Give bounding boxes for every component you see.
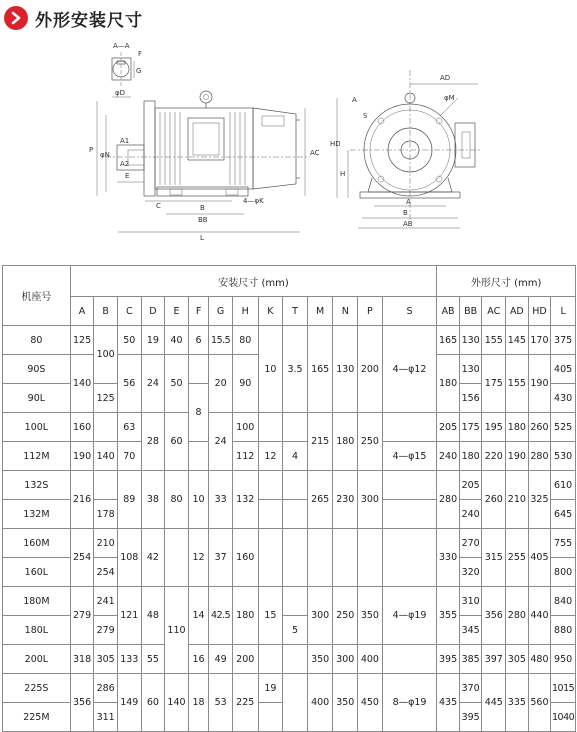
table-cell: 300 <box>333 645 358 674</box>
table-cell: 279 <box>94 616 118 645</box>
table-cell: 180 <box>459 442 482 471</box>
table-cell: 305 <box>506 645 529 674</box>
table-cell: 280 <box>437 471 460 529</box>
table-cell: 42.5 <box>209 587 233 645</box>
table-cell: 19 <box>258 674 283 703</box>
table-cell: 4 <box>283 442 308 471</box>
table-cell: 397 <box>482 645 506 674</box>
table-cell: 10 <box>258 326 283 413</box>
table-cell: 370 <box>459 674 482 703</box>
table-cell: 430 <box>551 384 576 413</box>
col-header: M <box>307 297 333 326</box>
svg-text:φM: φM <box>444 94 455 102</box>
table-cell: 435 <box>437 674 460 732</box>
table-cell: 170 <box>528 326 551 355</box>
table-cell: 38 <box>141 471 165 529</box>
table-cell <box>382 529 437 587</box>
table-cell: 24 <box>209 413 233 471</box>
table-cell: 310 <box>459 587 482 616</box>
table-cell: 100 <box>232 413 258 442</box>
table-cell <box>258 471 283 500</box>
table-cell <box>283 529 308 587</box>
table-cell: 200 <box>232 645 258 674</box>
dimension-table <box>2 265 576 732</box>
frame-cell: 132S <box>3 471 71 500</box>
svg-text:A: A <box>352 96 357 104</box>
table-cell: 645 <box>551 500 576 529</box>
table-cell: 250 <box>333 587 358 645</box>
table-cell: 108 <box>117 529 141 587</box>
table-cell: 48 <box>141 587 165 645</box>
svg-text:B: B <box>200 204 205 212</box>
table-cell: 195 <box>482 413 506 442</box>
svg-text:B: B <box>403 209 408 217</box>
table-cell: 175 <box>482 355 506 413</box>
table-cell: 8—φ19 <box>382 674 437 732</box>
table-cell: 140 <box>94 442 118 471</box>
table-cell: 130 <box>459 355 482 384</box>
col-header: E <box>165 297 189 326</box>
table-cell: 800 <box>551 558 576 587</box>
table-cell: 90 <box>232 355 258 413</box>
table-cell: 28 <box>141 413 165 471</box>
svg-text:L: L <box>200 234 204 242</box>
install-group-header: 安装尺寸 (mm) <box>70 266 437 297</box>
table-cell: 165 <box>437 326 460 355</box>
table-cell <box>258 500 283 529</box>
table-cell: 140 <box>70 355 94 413</box>
svg-text:S: S <box>363 112 368 120</box>
table-cell: 270 <box>459 529 482 558</box>
table-cell: 175 <box>459 413 482 442</box>
table-cell: 50 <box>165 355 189 413</box>
table-cell: 14 <box>188 587 209 645</box>
frame-cell: 132M <box>3 500 71 529</box>
table-cell: 560 <box>528 674 551 732</box>
col-header: AB <box>437 297 460 326</box>
table-cell: 53 <box>209 674 233 732</box>
table-cell: 15.5 <box>209 326 233 355</box>
table-cell: 60 <box>165 413 189 471</box>
table-cell: 385 <box>459 645 482 674</box>
col-header: HD <box>528 297 551 326</box>
table-cell <box>188 355 209 384</box>
col-header: D <box>141 297 165 326</box>
svg-text:P: P <box>89 146 94 154</box>
table-cell: 335 <box>506 674 529 732</box>
table-cell: 140 <box>165 674 189 732</box>
table-cell: 205 <box>459 471 482 500</box>
col-header: A <box>70 297 94 326</box>
table-cell <box>188 442 209 471</box>
frame-cell: 160M <box>3 529 71 558</box>
table-cell: 180 <box>437 355 460 413</box>
table-cell <box>258 413 283 442</box>
table-cell: 300 <box>358 471 383 529</box>
table-cell: 400 <box>307 674 333 732</box>
table-cell: 480 <box>528 645 551 674</box>
svg-text:C: C <box>156 202 161 210</box>
svg-text:φN: φN <box>100 151 110 159</box>
table-cell: 240 <box>459 500 482 529</box>
table-cell: 145 <box>506 326 529 355</box>
svg-text:AC: AC <box>310 149 320 157</box>
table-cell: 180 <box>232 587 258 645</box>
col-header: T <box>283 297 308 326</box>
table-cell: 254 <box>94 558 118 587</box>
table-cell: 132 <box>232 471 258 529</box>
frame-cell: 100L <box>3 413 71 442</box>
table-cell: 156 <box>459 384 482 413</box>
table-cell: 265 <box>307 471 333 529</box>
table-cell: 80 <box>165 471 189 529</box>
table-cell: 1040 <box>551 703 576 732</box>
table-cell: 130 <box>333 326 358 413</box>
svg-text:A—A: A—A <box>113 42 130 50</box>
table-cell: 450 <box>358 674 383 732</box>
table-cell: 405 <box>551 355 576 384</box>
col-header: P <box>358 297 383 326</box>
table-row <box>3 587 576 616</box>
table-cell: 19 <box>141 326 165 355</box>
table-cell: 395 <box>459 703 482 732</box>
table-cell: 610 <box>551 471 576 500</box>
table-cell: 286 <box>94 674 118 703</box>
frame-cell: 200L <box>3 645 71 674</box>
table-cell: 254 <box>70 529 94 587</box>
table-cell: 325 <box>528 471 551 529</box>
table-cell: 205 <box>437 413 460 442</box>
table-cell: 230 <box>333 471 358 529</box>
table-row <box>3 645 576 674</box>
table-cell: 160 <box>232 529 258 587</box>
table-cell: 1015 <box>551 674 576 703</box>
table-cell: 525 <box>551 413 576 442</box>
table-cell: 241 <box>94 587 118 616</box>
col-header: N <box>333 297 358 326</box>
table-cell <box>382 413 437 442</box>
table-cell: 4—φ15 <box>382 442 437 471</box>
table-cell: 405 <box>528 529 551 587</box>
table-cell: 100 <box>94 326 118 384</box>
table-cell: 375 <box>551 326 576 355</box>
table-cell: 240 <box>437 442 460 471</box>
table-cell: 50 <box>117 326 141 355</box>
front-view <box>330 70 480 228</box>
table-cell: 280 <box>528 442 551 471</box>
col-header: BB <box>459 297 482 326</box>
table-cell: 190 <box>528 355 551 413</box>
frame-cell: 180M <box>3 587 71 616</box>
table-cell: 160 <box>70 413 94 442</box>
col-header: H <box>232 297 258 326</box>
table-cell: 280 <box>506 587 529 645</box>
table-row <box>3 442 576 471</box>
table-cell: 345 <box>459 616 482 645</box>
table-cell: 16 <box>188 645 209 674</box>
table-cell: 220 <box>482 442 506 471</box>
table-cell: 49 <box>209 645 233 674</box>
table-cell: 89 <box>117 471 141 529</box>
table-cell <box>283 471 308 500</box>
table-cell: 4—φ12 <box>382 326 437 413</box>
table-cell: 400 <box>358 645 383 674</box>
svg-text:A1: A1 <box>120 137 130 145</box>
table-cell: 56 <box>117 355 141 413</box>
table-cell <box>283 413 308 442</box>
col-header: L <box>551 297 576 326</box>
table-cell <box>307 529 333 587</box>
table-cell: 440 <box>528 587 551 645</box>
table-cell: 33 <box>209 471 233 529</box>
table-cell <box>382 500 437 529</box>
col-header: AD <box>506 297 529 326</box>
table-row <box>3 674 576 703</box>
table-cell: 318 <box>70 645 94 674</box>
table-cell <box>382 471 437 500</box>
table-cell: 12 <box>188 529 209 587</box>
table-cell: 70 <box>117 442 141 471</box>
table-cell: 125 <box>70 326 94 355</box>
frame-cell: 90L <box>3 384 71 413</box>
col-header: C <box>117 297 141 326</box>
table-cell: 260 <box>482 471 506 529</box>
table-cell: 350 <box>333 674 358 732</box>
table-cell: 210 <box>94 529 118 558</box>
table-cell <box>94 413 118 442</box>
table-cell: 350 <box>307 645 333 674</box>
table-cell: 12 <box>258 442 283 471</box>
svg-text:F: F <box>138 50 143 58</box>
table-cell <box>382 645 437 674</box>
table-cell: 18 <box>188 674 209 732</box>
table-cell <box>283 500 308 529</box>
motor-outline-drawing <box>0 0 577 262</box>
table-cell <box>258 703 283 732</box>
table-cell: 8 <box>188 384 209 442</box>
table-cell: 5 <box>283 616 308 645</box>
col-header: K <box>258 297 283 326</box>
frame-cell: 225S <box>3 674 71 703</box>
table-cell: 311 <box>94 703 118 732</box>
table-cell: 190 <box>70 442 94 471</box>
frame-cell: 225M <box>3 703 71 732</box>
table-cell: 880 <box>551 616 576 645</box>
table-cell: 6 <box>188 326 209 355</box>
svg-text:A2: A2 <box>120 160 130 168</box>
table-cell: 20 <box>209 355 233 413</box>
col-header: B <box>94 297 118 326</box>
table-cell: 530 <box>551 442 576 471</box>
table-cell <box>333 529 358 587</box>
frame-cell: 80 <box>3 326 71 355</box>
frame-cell: 160L <box>3 558 71 587</box>
frame-cell: 180L <box>3 616 71 645</box>
svg-text:E: E <box>125 172 130 180</box>
frame-no-header: 机座号 <box>3 266 71 326</box>
svg-text:BB: BB <box>198 216 208 224</box>
table-cell: 260 <box>528 413 551 442</box>
table-cell <box>283 674 308 732</box>
table-cell: 225 <box>232 674 258 732</box>
table-cell: 165 <box>307 326 333 413</box>
table-cell: 42 <box>141 529 165 587</box>
svg-text:G: G <box>136 67 142 75</box>
table-cell: 155 <box>506 355 529 413</box>
table-cell: 110 <box>165 587 189 674</box>
table-cell: 950 <box>551 645 576 674</box>
table-cell: 3.5 <box>283 326 308 413</box>
table-cell: 121 <box>117 587 141 645</box>
table-cell: 180 <box>333 413 358 471</box>
table-cell: 149 <box>117 674 141 732</box>
table-cell: 395 <box>437 645 460 674</box>
table-cell: 840 <box>551 587 576 616</box>
table-cell <box>283 645 308 674</box>
table-cell: 55 <box>141 645 165 674</box>
table-cell: 130 <box>459 326 482 355</box>
table-cell: 40 <box>165 326 189 355</box>
table-cell: 80 <box>232 326 258 355</box>
outline-group-header: 外形尺寸 (mm) <box>437 266 576 297</box>
table-cell: 350 <box>358 587 383 645</box>
table-cell: 155 <box>482 326 506 355</box>
table-cell <box>258 529 283 587</box>
table-cell: 210 <box>506 471 529 529</box>
table-cell: 15 <box>258 587 283 645</box>
table-cell: 315 <box>482 529 506 587</box>
table-cell: 216 <box>70 471 94 529</box>
table-cell: 305 <box>94 645 118 674</box>
svg-text:H: H <box>340 170 346 178</box>
table-row <box>3 471 576 500</box>
svg-text:AB: AB <box>403 220 413 228</box>
table-cell: 24 <box>141 355 165 413</box>
table-cell: 133 <box>117 645 141 674</box>
table-cell: 320 <box>459 558 482 587</box>
table-cell: 356 <box>70 674 94 732</box>
table-cell: 10 <box>188 471 209 529</box>
table-cell: 255 <box>506 529 529 587</box>
col-header: G <box>209 297 233 326</box>
svg-text:φD: φD <box>115 89 126 97</box>
table-cell: 250 <box>358 413 383 471</box>
svg-text:4—φK: 4—φK <box>243 197 264 205</box>
col-header: S <box>382 297 437 326</box>
table-cell: 445 <box>482 674 506 732</box>
table-cell: 279 <box>70 587 94 645</box>
table-cell: 200 <box>358 326 383 413</box>
table-cell <box>165 529 189 587</box>
table-row <box>3 529 576 558</box>
table-cell: 60 <box>141 674 165 732</box>
table-cell: 37 <box>209 529 233 587</box>
frame-cell: 90S <box>3 355 71 384</box>
svg-text:A: A <box>406 198 411 206</box>
table-cell: 355 <box>437 587 460 645</box>
side-view <box>89 91 320 242</box>
col-header: AC <box>482 297 506 326</box>
table-cell <box>94 471 118 500</box>
svg-text:AD: AD <box>440 74 451 82</box>
table-cell: 4—φ19 <box>382 587 437 645</box>
table-row <box>3 326 576 355</box>
table-cell <box>283 587 308 616</box>
table-row <box>3 413 576 442</box>
table-cell: 180 <box>506 413 529 442</box>
table-cell: 300 <box>307 587 333 645</box>
table-cell: 125 <box>94 384 118 413</box>
section-title: 外形安装尺寸 <box>35 10 143 31</box>
table-cell: 330 <box>437 529 460 587</box>
table-cell: 215 <box>307 413 333 471</box>
shaft-section-view <box>112 42 142 97</box>
table-cell: 112 <box>232 442 258 471</box>
table-cell: 356 <box>482 587 506 645</box>
table-cell: 190 <box>506 442 529 471</box>
table-cell: 63 <box>117 413 141 442</box>
frame-cell: 112M <box>3 442 71 471</box>
table-cell: 755 <box>551 529 576 558</box>
table-cell <box>358 529 383 587</box>
col-header: F <box>188 297 209 326</box>
table-cell: 178 <box>94 500 118 529</box>
svg-text:HD: HD <box>330 140 341 148</box>
table-cell <box>258 645 283 674</box>
